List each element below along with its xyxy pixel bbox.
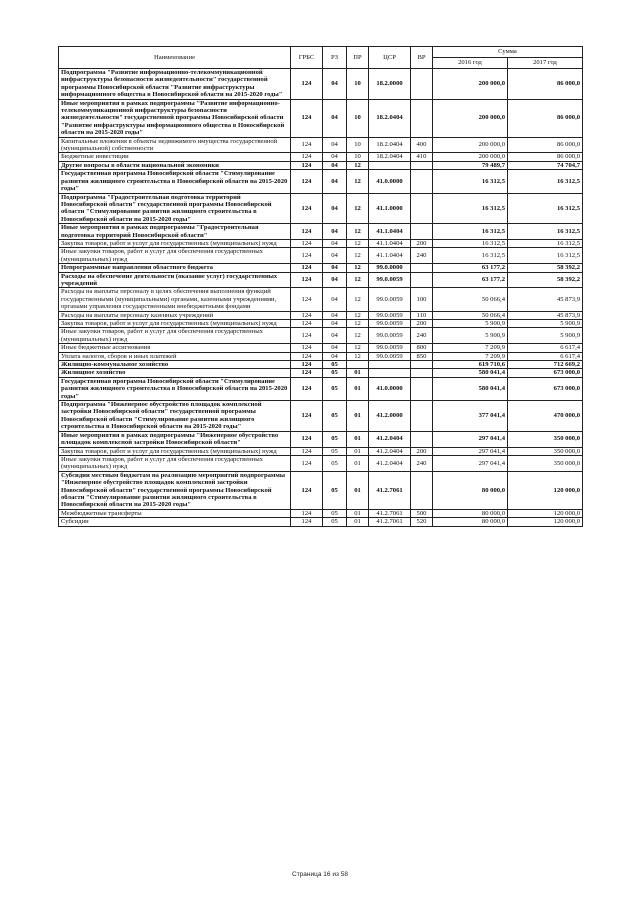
cell-v2016: 7 209,9 [433,344,508,352]
cell-pr: 01 [347,369,369,377]
cell-rz: 04 [323,248,347,264]
cell-pr: 01 [347,509,369,517]
cell-grbs: 124 [291,170,323,193]
cell-name: Иные мероприятия в рамках подпрограммы "Инженерное обустройство площадок комплексной застройки Новосибирской области" [59,431,291,447]
cell-name: Государственная программа Новосибирской области "Стимулирование развития жилищного строительства в Новосибирской области на 2015-2020 годы" [59,377,291,400]
header-pr: ПР [347,47,369,69]
table-row [59,224,583,240]
cell-vr [411,377,433,400]
cell-v2017: 16 312,5 [508,193,583,224]
cell-csr: 41.1.0404 [369,248,411,264]
cell-name: Закупка товаров, работ и услуг для государственных (муниципальных) нужд [59,239,291,247]
table-row [59,248,583,264]
cell-grbs: 124 [291,99,323,137]
cell-pr: 12 [347,272,369,288]
cell-vr [411,161,433,169]
cell-v2016: 16 312,5 [433,248,508,264]
table-row [59,264,583,272]
cell-v2017: 6 617,4 [508,344,583,352]
cell-grbs: 124 [291,248,323,264]
cell-rz: 04 [323,239,347,247]
cell-rz: 05 [323,455,347,471]
cell-pr: 01 [347,431,369,447]
cell-csr: 41.0.0000 [369,170,411,193]
table-row [59,193,583,224]
cell-rz: 04 [323,328,347,344]
header-name: Наименование [59,47,291,69]
table-row [59,509,583,517]
cell-name: Иные мероприятия в рамках подпрограммы "Градостроительная подготовка территорий Новосибирской области" [59,224,291,240]
table-row [59,369,583,377]
cell-name: Государственная программа Новосибирской области "Стимулирование развития жилищного строительства в Новосибирской области на 2015-2020 годы" [59,170,291,193]
cell-csr: 41.2.0404 [369,455,411,471]
cell-v2016: 50 066,4 [433,311,508,319]
cell-rz: 04 [323,99,347,137]
header-sum: Сумма [433,47,583,58]
cell-grbs: 124 [291,264,323,272]
cell-csr: 99.0.0059 [369,288,411,311]
table-row [59,272,583,288]
cell-rz: 04 [323,137,347,153]
header-year-2016: 2016 год [433,58,508,69]
cell-csr: 41.2.0000 [369,401,411,432]
cell-v2016: 79 489,7 [433,161,508,169]
cell-name: Закупка товаров, работ и услуг для государственных (муниципальных) нужд [59,320,291,328]
cell-grbs: 124 [291,401,323,432]
cell-v2016: 200 000,0 [433,153,508,161]
cell-csr: 99.0.0059 [369,272,411,288]
cell-v2016: 7 209,9 [433,352,508,360]
cell-grbs: 124 [291,153,323,161]
cell-rz: 04 [323,153,347,161]
cell-grbs: 124 [291,377,323,400]
cell-rz: 04 [323,311,347,319]
cell-pr: 12 [347,161,369,169]
cell-v2016: 5 900,9 [433,328,508,344]
table-row [59,447,583,455]
cell-v2017: 673 000,0 [508,369,583,377]
cell-csr: 41.1.0404 [369,224,411,240]
cell-csr: 41.1.0000 [369,193,411,224]
cell-name: Межбюджетные трансферты [59,509,291,517]
cell-rz: 05 [323,447,347,455]
table-row [59,170,583,193]
cell-v2017: 86 000,0 [508,137,583,153]
cell-v2017: 16 312,5 [508,224,583,240]
cell-vr: 200 [411,447,433,455]
budget-table [58,46,583,527]
table-body [59,69,583,527]
cell-csr: 18.2.0000 [369,69,411,100]
cell-csr: 41.2.0404 [369,431,411,447]
header-vr: ВР [411,47,433,69]
table-row [59,401,583,432]
cell-rz: 05 [323,377,347,400]
cell-v2016: 63 177,2 [433,272,508,288]
table-row [59,518,583,526]
cell-v2017: 5 900,9 [508,320,583,328]
cell-csr: 41.0.0000 [369,377,411,400]
cell-csr: 18.2.0404 [369,153,411,161]
cell-rz: 04 [323,69,347,100]
header-rz: РЗ [323,47,347,69]
cell-rz: 04 [323,224,347,240]
cell-v2017: 86 000,0 [508,153,583,161]
cell-grbs: 124 [291,352,323,360]
cell-name: Другие вопросы в области национальной экономики [59,161,291,169]
cell-vr: 240 [411,248,433,264]
table-row [59,137,583,153]
cell-grbs: 124 [291,272,323,288]
table-row [59,153,583,161]
cell-vr [411,369,433,377]
cell-pr: 12 [347,352,369,360]
cell-pr: 01 [347,447,369,455]
cell-v2016: 619 710,6 [433,361,508,369]
cell-name: Капитальные вложения в объекты недвижимого имущества государственной (муниципальной) собственности [59,137,291,153]
cell-v2016: 80 000,0 [433,518,508,526]
cell-pr: 12 [347,239,369,247]
cell-grbs: 124 [291,369,323,377]
cell-pr: 10 [347,153,369,161]
table-row [59,471,583,509]
cell-rz: 05 [323,518,347,526]
cell-v2016: 50 066,4 [433,288,508,311]
cell-csr: 99.0.0059 [369,344,411,352]
cell-grbs: 124 [291,320,323,328]
cell-name: Закупка товаров, работ и услуг для государственных (муниципальных) нужд [59,447,291,455]
cell-vr [411,224,433,240]
cell-csr: 18.2.0404 [369,137,411,153]
cell-pr: 12 [347,193,369,224]
cell-v2017: 6 617,4 [508,352,583,360]
cell-pr: 12 [347,288,369,311]
cell-vr: 200 [411,239,433,247]
cell-vr [411,193,433,224]
cell-vr: 400 [411,137,433,153]
cell-csr [369,369,411,377]
cell-grbs: 124 [291,431,323,447]
cell-grbs: 124 [291,69,323,100]
cell-name: Расходы на выплаты персоналу в целях обеспечения выполнения функций государственными (муниципальными) органами, казенными учреждениями, органами управления государственными внебюджетными фондами [59,288,291,311]
cell-vr [411,471,433,509]
header-csr: ЦСР [369,47,411,69]
cell-pr [347,361,369,369]
cell-rz: 05 [323,471,347,509]
cell-csr: 41.2.7061 [369,518,411,526]
cell-v2016: 16 312,5 [433,224,508,240]
cell-csr: 41.1.0404 [369,239,411,247]
cell-v2017: 86 000,0 [508,99,583,137]
cell-v2017: 673 000,0 [508,377,583,400]
cell-vr [411,272,433,288]
table-row [59,69,583,100]
cell-csr: 41.2.0404 [369,447,411,455]
cell-name: Подпрограмма "Градостроительная подготовка территорий Новосибирской области" государственной программы Новосибирской области "Стимулирование развития жилищного строительства в Новосибирской области на 2015-2020 годы" [59,193,291,224]
cell-grbs: 124 [291,288,323,311]
cell-csr: 99.0.0059 [369,320,411,328]
cell-vr [411,170,433,193]
cell-v2017: 120 000,0 [508,518,583,526]
header-year-2017: 2017 год [508,58,583,69]
table-row [59,99,583,137]
cell-v2016: 200 000,0 [433,69,508,100]
cell-v2017: 350 000,0 [508,431,583,447]
cell-pr: 12 [347,344,369,352]
cell-name: Иные мероприятия в рамках подпрограммы "Развитие информационно-телекоммуникационной инфраструктуры безопасности жизнедеятельности" государственной программы Новосибирской области "Развитие инфраструктуры информационного общества в Новосибирской области на 2015-2020 годы" [59,99,291,137]
cell-pr: 12 [347,224,369,240]
cell-v2016: 580 041,4 [433,377,508,400]
cell-v2017: 58 392,2 [508,264,583,272]
cell-rz: 04 [323,320,347,328]
cell-v2016: 580 041,4 [433,369,508,377]
cell-csr: 99.0.0059 [369,311,411,319]
cell-vr [411,401,433,432]
cell-v2017: 16 312,5 [508,170,583,193]
cell-v2017: 120 000,0 [508,471,583,509]
cell-vr [411,361,433,369]
cell-grbs: 124 [291,447,323,455]
table-row [59,320,583,328]
table-header [59,47,583,69]
table-row [59,352,583,360]
page-number: Страница 16 из 58 [292,871,348,878]
cell-vr: 800 [411,344,433,352]
cell-vr: 240 [411,455,433,471]
cell-csr: 99.0.0000 [369,264,411,272]
cell-rz: 04 [323,344,347,352]
cell-pr: 01 [347,377,369,400]
cell-v2017: 712 669,2 [508,361,583,369]
cell-vr: 520 [411,518,433,526]
cell-vr [411,69,433,100]
table-row [59,161,583,169]
cell-name: Уплата налогов, сборов и иных платежей [59,352,291,360]
cell-pr: 01 [347,471,369,509]
cell-pr: 12 [347,311,369,319]
cell-pr: 01 [347,518,369,526]
table-row [59,311,583,319]
table-row [59,239,583,247]
cell-v2017: 45 873,9 [508,288,583,311]
cell-name: Бюджетные инвестиции [59,153,291,161]
cell-name: Иные бюджетные ассигнования [59,344,291,352]
cell-v2016: 297 041,4 [433,431,508,447]
cell-grbs: 124 [291,161,323,169]
cell-vr: 240 [411,328,433,344]
cell-v2016: 5 900,9 [433,320,508,328]
cell-rz: 04 [323,352,347,360]
cell-grbs: 124 [291,509,323,517]
cell-pr: 10 [347,137,369,153]
cell-v2016: 63 177,2 [433,264,508,272]
cell-csr [369,161,411,169]
cell-v2017: 120 000,0 [508,509,583,517]
cell-grbs: 124 [291,361,323,369]
cell-v2017: 58 392,2 [508,272,583,288]
cell-pr: 12 [347,170,369,193]
cell-name: Жилищно-коммунальное хозяйство [59,361,291,369]
cell-pr: 12 [347,264,369,272]
cell-v2016: 200 000,0 [433,99,508,137]
cell-v2017: 16 312,5 [508,239,583,247]
cell-name: Подпрограмма "Развитие информационно-телекоммуникационной инфраструктуры безопасности жизнедеятельности" государственной программы Новосибирской области "Развитие инфраструктуры информационного общества в Новосибирской области на 2015-2020 годы" [59,69,291,100]
cell-v2016: 16 312,5 [433,193,508,224]
cell-rz: 04 [323,264,347,272]
cell-vr: 410 [411,153,433,161]
cell-rz: 05 [323,401,347,432]
table-row [59,455,583,471]
cell-name: Субсидии местным бюджетам на реализацию мероприятий подпрограммы "Инженерное обустройство площадок комплексной застройки Новосибирской области" государственной программы Новосибирской области "Стимулирование развития жилищного строительства в Новосибирской области на 2015-2020 годы" [59,471,291,509]
cell-rz: 05 [323,361,347,369]
cell-v2017: 74 704,7 [508,161,583,169]
cell-grbs: 124 [291,137,323,153]
cell-grbs: 124 [291,224,323,240]
cell-rz: 05 [323,431,347,447]
cell-grbs: 124 [291,311,323,319]
cell-rz: 04 [323,161,347,169]
cell-csr: 99.0.0059 [369,352,411,360]
cell-v2016: 80 000,0 [433,471,508,509]
cell-v2016: 80 000,0 [433,509,508,517]
cell-grbs: 124 [291,239,323,247]
cell-pr: 10 [347,69,369,100]
cell-v2016: 377 041,4 [433,401,508,432]
table-row [59,431,583,447]
cell-grbs: 124 [291,193,323,224]
cell-v2017: 16 312,5 [508,248,583,264]
cell-vr: 100 [411,288,433,311]
cell-pr: 12 [347,320,369,328]
cell-v2016: 297 041,4 [433,455,508,471]
cell-name: Иные закупки товаров, работ и услуг для обеспечения государственных (муниципальных) нужд [59,248,291,264]
cell-v2016: 200 000,0 [433,137,508,153]
table-row [59,328,583,344]
cell-grbs: 124 [291,344,323,352]
cell-v2017: 350 000,0 [508,455,583,471]
cell-grbs: 124 [291,455,323,471]
cell-vr: 110 [411,311,433,319]
cell-v2017: 470 000,0 [508,401,583,432]
cell-vr [411,264,433,272]
cell-name: Расходы на выплаты персоналу казенных учреждений [59,311,291,319]
cell-grbs: 124 [291,328,323,344]
cell-v2016: 16 312,5 [433,239,508,247]
cell-csr [369,361,411,369]
cell-grbs: 124 [291,518,323,526]
cell-pr: 12 [347,328,369,344]
cell-csr: 41.2.7061 [369,509,411,517]
cell-name: Подпрограмма "Инженерное обустройство площадок комплексной застройки Новосибирской области" государственной программы Новосибирской области "Стимулирование развития жилищного строительства в Новосибирской области на 2015-2020 годы" [59,401,291,432]
cell-name: Субсидии [59,518,291,526]
table-row [59,377,583,400]
cell-rz: 04 [323,170,347,193]
table-row [59,288,583,311]
cell-pr: 10 [347,99,369,137]
cell-rz: 05 [323,509,347,517]
cell-v2017: 5 900,9 [508,328,583,344]
cell-rz: 04 [323,272,347,288]
cell-name: Иные закупки товаров, работ и услуг для обеспечения государственных (муниципальных) нужд [59,328,291,344]
cell-vr [411,431,433,447]
cell-vr: 500 [411,509,433,517]
cell-vr: 850 [411,352,433,360]
cell-v2017: 350 000,0 [508,447,583,455]
cell-csr: 41.2.7061 [369,471,411,509]
cell-name: Непрограммные направления областного бюджета [59,264,291,272]
cell-csr: 18.2.0404 [369,99,411,137]
table-row [59,344,583,352]
cell-vr: 200 [411,320,433,328]
cell-vr [411,99,433,137]
cell-rz: 05 [323,369,347,377]
table-row [59,361,583,369]
cell-v2017: 86 000,0 [508,69,583,100]
cell-v2017: 45 873,9 [508,311,583,319]
cell-name: Расходы на обеспечение деятельности (оказание услуг) государственных учреждений [59,272,291,288]
cell-pr: 01 [347,401,369,432]
cell-v2016: 16 312,5 [433,170,508,193]
cell-grbs: 124 [291,471,323,509]
cell-v2016: 297 041,4 [433,447,508,455]
cell-csr: 99.0.0059 [369,328,411,344]
cell-pr: 12 [347,248,369,264]
cell-name: Иные закупки товаров, работ и услуг для обеспечения государственных (муниципальных) нужд [59,455,291,471]
cell-rz: 04 [323,193,347,224]
cell-pr: 01 [347,455,369,471]
header-grbs: ГРБС [291,47,323,69]
cell-rz: 04 [323,288,347,311]
cell-name: Жилищное хозяйство [59,369,291,377]
